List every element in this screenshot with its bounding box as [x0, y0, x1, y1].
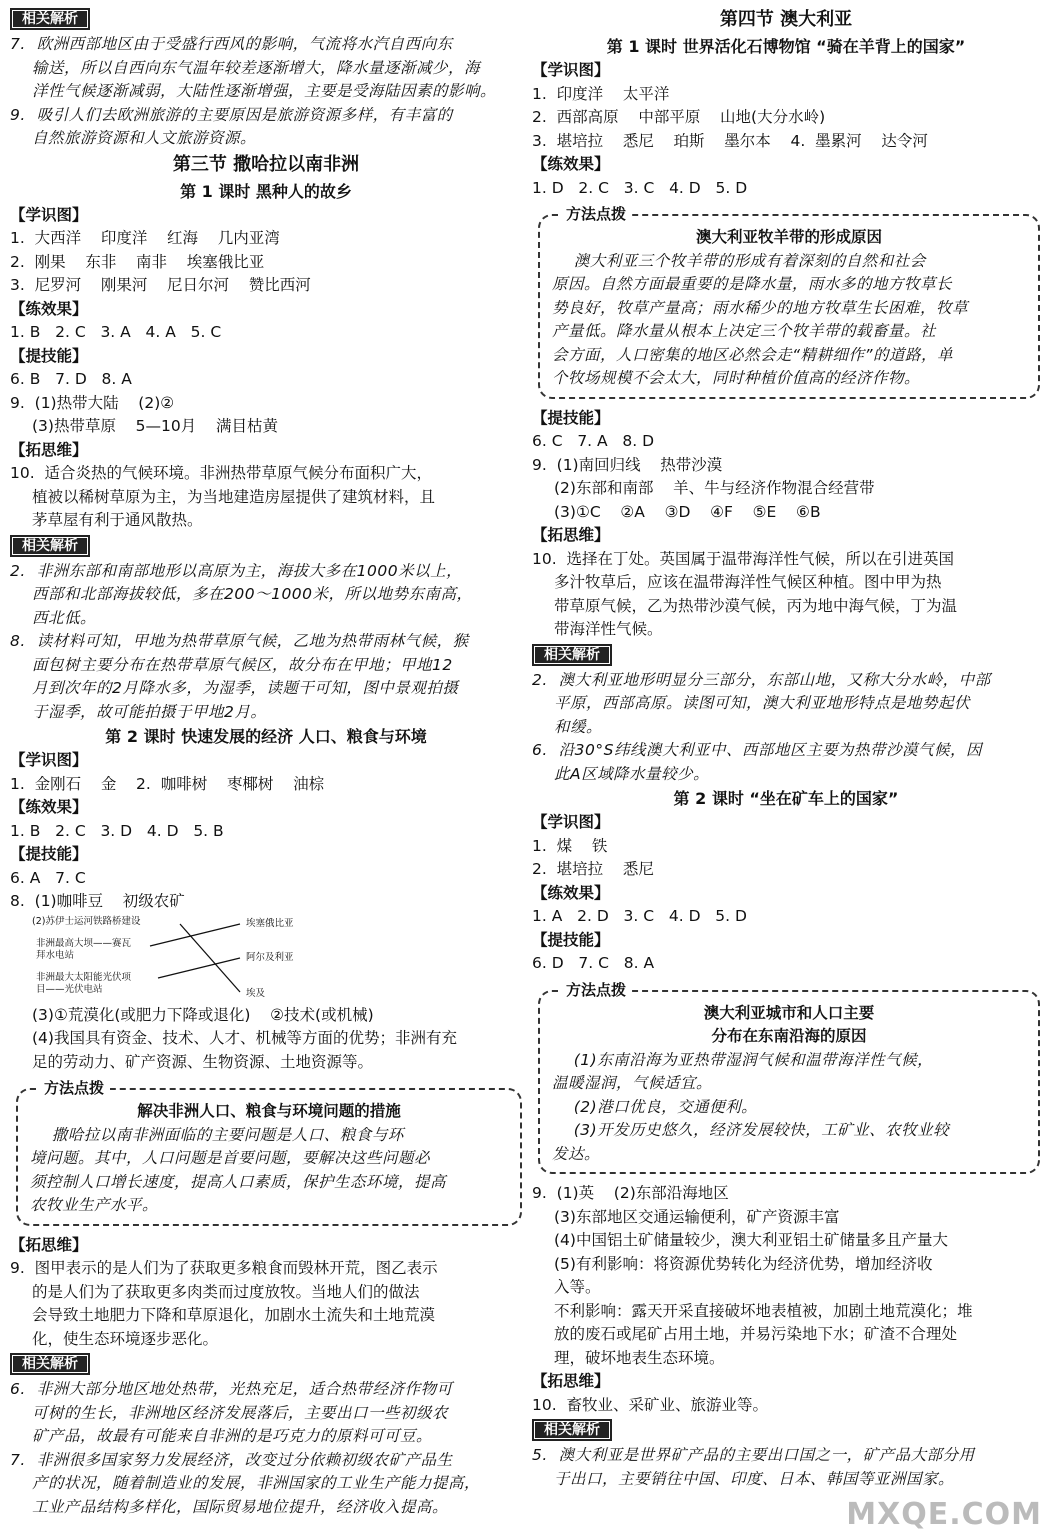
answer-line: 理，破坏地表生态环境。 [554, 1348, 725, 1367]
method-tip-line: 会方面，人口密集的地区必然会走“精耕细作”的道路，单 [552, 345, 954, 364]
answer-line: (2)东部和南部 羊、牛与经济作物混合经营带 [554, 479, 875, 497]
answer-line: 2. 澳大利亚地形明显分三部分，东部山地，又称大分水岭，中部 [532, 670, 991, 689]
answer-line: 8. 读材料可知，甲地为热带草原气候，乙地为热带雨林气候，猴 [10, 632, 469, 650]
answer-line: 化，使生态环境逐步恶化。 [32, 1329, 219, 1348]
answer-line: 入等。 [554, 1278, 601, 1296]
answer-line: 2. 堪培拉 悉尼 [532, 860, 654, 878]
answer-line: 工业产品结构多样化，国际贸易地位提升，经济收入提高。 [32, 1497, 449, 1516]
method-tip-line: (3)开发历史悠久，经济发展较快，工矿业、农牧业较 [552, 1121, 950, 1139]
answer-line: 放的废石或尾矿占用土地，并易污染地下水；矿渣不合理处 [554, 1325, 958, 1343]
answer-line: 此A区域降水量较少。 [554, 764, 710, 783]
answer-line: 会导致土地肥力下降和草原退化，加剧水土流失和土地荒漠 [32, 1306, 436, 1324]
answer-line: (3)东部地区交通运输便利，矿产资源丰富 [554, 1207, 840, 1226]
diagram-left-item: 目——光伏电站 [36, 983, 103, 995]
answer-line: (4)中国铝土矿储量较少，澳大利亚铝土矿储量多且产量大 [554, 1231, 948, 1249]
method-tip-line: 撒哈拉以南非洲面临的主要问题是人口、粮食与环 [30, 1125, 404, 1144]
method-tip-line: 发达。 [552, 1144, 601, 1163]
method-tip-line: 农牧业生产水平。 [30, 1196, 159, 1214]
answer-line: 9. 图甲表示的是人们为了获取更多粮食而毁林开荒，图乙表示 [10, 1259, 438, 1277]
lesson-title: 第 2 课时 快速发展的经济 人口、粮食与环境 [105, 727, 427, 746]
analysis-badge: 相关解析 [10, 535, 90, 557]
method-tip-line: 势良好，牧草产量高；雨水稀少的地方牧草生长困难，牧草 [552, 298, 969, 317]
answer-line: 产的状况，随着制造业的发展，非洲国家的工业生产能力提高， [32, 1474, 481, 1492]
answer-line: 7. 欧洲西部地区由于受盛行西风的影响，气流将水汽自西向东 [10, 35, 453, 53]
answer-line: 洋性气候逐渐减弱，大陆性逐渐增强，主要是受海陆因素的影响。 [32, 82, 497, 100]
answer-line: (3)①C ②A ③D ④F ⑤E ⑥B [554, 502, 821, 521]
answer-line: 的是人们为了获取更多肉类而过度放牧。当地人们的做法 [32, 1282, 420, 1301]
answer-line: (4)我国具有资金、技术、人才、机械等方面的优势；非洲有充 [32, 1029, 457, 1047]
answer-line: 3. 尼罗河 刚果河 尼日尔河 赞比西河 [10, 276, 311, 294]
answer-line: 1. D 2. C 3. C 4. D 5. D [532, 178, 748, 197]
match-line [150, 924, 240, 946]
method-tip-box [16, 1079, 522, 1226]
answer-line: 1. 金刚石 金 2. 咖啡树 枣椰树 油棕 [10, 774, 325, 793]
answer-line: 输送，所以自西向东气温年较差逐渐增大，降水量逐渐减少，海 [32, 58, 481, 77]
method-tip-box [538, 205, 1040, 399]
answer-line: 1. 大西洋 印度洋 红海 几内亚湾 [10, 229, 280, 247]
answer-line: 矿产品，故最有可能来自非洲的是巧克力的原料可可豆。 [32, 1427, 433, 1445]
method-tip-line: 产量低。降水量从根本上决定三个牧羊带的载畜量。社 [552, 322, 937, 340]
answer-line: 1. 印度洋 太平洋 [532, 84, 670, 103]
badge-row [10, 6, 522, 33]
answer-line: 1. A 2. D 3. C 4. D 5. D [532, 907, 747, 925]
answer-line: 多汁牧草后，应该在温带海洋性气候区种植。图中甲为热 [554, 573, 942, 591]
method-tip-line: 原因。自然方面最重要的是降水量，雨水多的地方牧草长 [552, 275, 953, 293]
matching-diagram [32, 916, 522, 1002]
answer-line: 带海洋性气候。 [554, 620, 663, 638]
answer-line: 3. 堪培拉 悉尼 珀斯 墨尔本 4. 墨累河 达令河 [532, 131, 928, 150]
answer-line: 6. D 7. C 8. A [532, 954, 655, 972]
block-label: 【提技能】 [532, 408, 610, 427]
answer-line: 面包树主要分布在热带草原气候区，故分布在甲地；甲地12 [32, 655, 453, 674]
method-tip-line: 境问题。其中，人口问题是首要问题，要解决这些问题必 [30, 1149, 431, 1167]
badge-row [10, 1351, 522, 1378]
answer-line: 6. C 7. A 8. D [532, 432, 655, 450]
answer-line: 可树的生长，非洲地区经济发展落后，主要出口一些初级农 [32, 1403, 449, 1422]
answer-line: 6. 非洲大部分地区地处热带，光热充足，适合热带经济作物可 [10, 1380, 453, 1398]
block-label: 【拓思维】 [532, 526, 610, 544]
analysis-badge: 相关解析 [10, 1353, 90, 1375]
answer-line: 和缓。 [554, 717, 603, 736]
answer-line: 10. 选择在丁处。英国属于温带海洋性气候，所以在引进英国 [532, 549, 955, 568]
answer-line: 9. (1)热带大陆 (2)② [10, 393, 175, 412]
answer-line: 9. (1)英 (2)东部沿海地区 [532, 1184, 729, 1202]
answer-line: 6. 沿30°S纬线澳大利亚中、西部地区主要为热带沙漠气候，因 [532, 741, 982, 759]
method-tip-line: 须控制人口增长速度，提高人口素质，保护生态环境，提高 [30, 1172, 447, 1191]
block-label: 【学识图】 [532, 813, 610, 831]
answer-line: 茅草屋有利于通风散热。 [32, 511, 203, 529]
lesson-title: 第 1 课时 黑种人的故乡 [180, 181, 352, 201]
method-tip-label: 方法点拨 [38, 1078, 110, 1098]
lesson-title: 第 2 课时 “坐在矿车上的国家” [673, 789, 899, 808]
answer-line: 西部和北部海拔较低，多在200～1000米，所以地势东南高， [32, 585, 473, 603]
method-tip-line: 澳大利亚三个牧羊带的形成有着深刻的自然和社会 [552, 251, 926, 270]
answer-line: 2. 西部高原 中部平原 山地(大分水岭) [532, 108, 826, 126]
site-watermark: MXQE.COM [846, 1497, 1042, 1532]
answer-line: 2. 刚果 东非 南非 埃塞俄比亚 [10, 252, 265, 271]
right-column [532, 6, 1040, 1491]
diagram-left-item: (2)苏伊士运河铁路桥建设 [32, 915, 141, 927]
answer-line: 10. 畜牧业、采矿业、旅游业等。 [532, 1395, 769, 1414]
block-label: 【练效果】 [532, 883, 610, 902]
answer-line: 9. (1)南回归线 热带沙漠 [532, 455, 723, 474]
match-line [158, 958, 240, 978]
method-tip-line: 个牧场规模不会太大，同时种植价值高的经济作物。 [552, 369, 921, 387]
answer-line: 6. A 7. C [10, 868, 86, 887]
answer-line: 自然旅游资源和人文旅游资源。 [32, 129, 257, 147]
block-label: 【拓思维】 [10, 440, 88, 459]
answer-line: 不利影响：露天开采直接破坏地表植被，加剧土地荒漠化；堆 [554, 1301, 973, 1320]
badge-row [532, 642, 1040, 669]
badge-row [532, 1417, 1040, 1444]
section-title: 第四节 澳大利亚 [719, 9, 853, 30]
block-label: 【学识图】 [532, 61, 610, 79]
method-tip-title: 澳大利亚城市和人口主要 分布在东南沿海的原因 [703, 1003, 875, 1045]
method-tip-label: 方法点拨 [560, 204, 632, 224]
answer-line: 月到次年的2月降水多，为湿季，读题干可知，图中景观拍摄 [32, 679, 459, 697]
method-tip-title: 澳大利亚牧羊带的形成原因 [695, 228, 882, 246]
diagram-left-item: 拜水电站 [36, 949, 75, 961]
block-label: 【练效果】 [10, 798, 88, 816]
diagram-left-item: 非洲最高大坝——赛瓦 [36, 937, 132, 949]
answer-line: 西北低。 [32, 608, 97, 627]
diagram-left-item: 非洲最大太阳能光伏项 [36, 971, 132, 983]
answer-line: 9. 吸引人们去欧洲旅游的主要原因是旅游资源多样，有丰富的 [10, 105, 453, 124]
method-tip-box [538, 980, 1040, 1175]
answer-line: (5)有利影响：将资源优势转化为经济优势，增加经济收 [554, 1254, 933, 1273]
answer-line: 6. B 7. D 8. A [10, 370, 132, 388]
answer-line: 带草原气候，乙为热带沙漠气候，丙为地中海气候，丁为温 [554, 596, 958, 615]
answer-line: 2. 非洲东部和南部地形以高原为主，海拔大多在1000米以上， [10, 561, 463, 580]
method-tip-line: 温暖湿润，气候适宜。 [552, 1074, 713, 1092]
block-label: 【提技能】 [532, 930, 610, 949]
block-label: 【提技能】 [10, 346, 88, 365]
block-label: 【拓思维】 [532, 1372, 610, 1390]
lesson-title: 第 1 课时 世界活化石博物馆 “骑在羊背上的国家” [606, 37, 966, 56]
block-label: 【提技能】 [10, 845, 88, 863]
method-tip-line: (2)港口优良，交通便利。 [552, 1097, 758, 1116]
method-tip-title: 解决非洲人口、粮食与环境问题的措施 [137, 1102, 401, 1120]
analysis-badge: 相关解析 [532, 644, 612, 666]
answer-line: 1. 煤 铁 [532, 836, 608, 855]
section-title: 第三节 撒哈拉以南非洲 [172, 153, 360, 175]
diagram-right-item: 阿尔及利亚 [246, 951, 294, 963]
analysis-badge: 相关解析 [532, 1419, 612, 1441]
answer-line: 10. 适合炎热的气候环境。非洲热带草原气候分布面积广大， [10, 464, 433, 482]
block-label: 【练效果】 [10, 299, 88, 318]
answer-line: 于湿季，故可能拍摄于甲地2月。 [32, 702, 267, 721]
block-label: 【学识图】 [10, 751, 88, 769]
diagram-right-item: 埃塞俄比亚 [246, 917, 294, 929]
left-column [10, 6, 522, 1519]
badge-row [10, 533, 522, 560]
diagram-right-item: 埃及 [246, 987, 266, 999]
analysis-badge: 相关解析 [10, 8, 90, 30]
answer-line: 5. 澳大利亚是世界矿产品的主要出口国之一，矿产品大部分用 [532, 1446, 975, 1464]
answer-line: 1. B 2. C 3. D 4. D 5. B [10, 821, 224, 840]
block-label: 【拓思维】 [10, 1235, 88, 1254]
answer-line: (3)①荒漠化(或肥力下降或退化) ②技术(或机械) [32, 1005, 374, 1024]
answer-line: 7. 非洲很多国家努力发展经济，改变过分依赖初级农矿产品生 [10, 1450, 453, 1469]
answer-line: 1. B 2. C 3. A 4. A 5. C [10, 323, 222, 341]
match-line [180, 924, 240, 992]
method-tip-label: 方法点拨 [560, 980, 632, 1000]
method-tip-line: (1)东南沿海为亚热带湿润气候和温带海洋性气候， [552, 1050, 934, 1069]
answer-line: 平原，西部高原。读图可知，澳大利亚地形特点是地势起伏 [554, 694, 971, 712]
answer-line: 植被以稀树草原为主，为当地建造房屋提供了建筑材料，且 [32, 487, 436, 506]
answer-line: 足的劳动力、矿产资源、生物资源、土地资源等。 [32, 1052, 374, 1071]
answer-line: 8. (1)咖啡豆 初级农矿 [10, 892, 185, 910]
answer-line: 于出口，主要销往中国、印度、日本、韩国等亚洲国家。 [554, 1469, 955, 1488]
answer-line: (3)热带草原 5—10月 满目枯黄 [32, 417, 278, 435]
block-label: 【练效果】 [532, 155, 610, 173]
block-label: 【学识图】 [10, 205, 88, 224]
